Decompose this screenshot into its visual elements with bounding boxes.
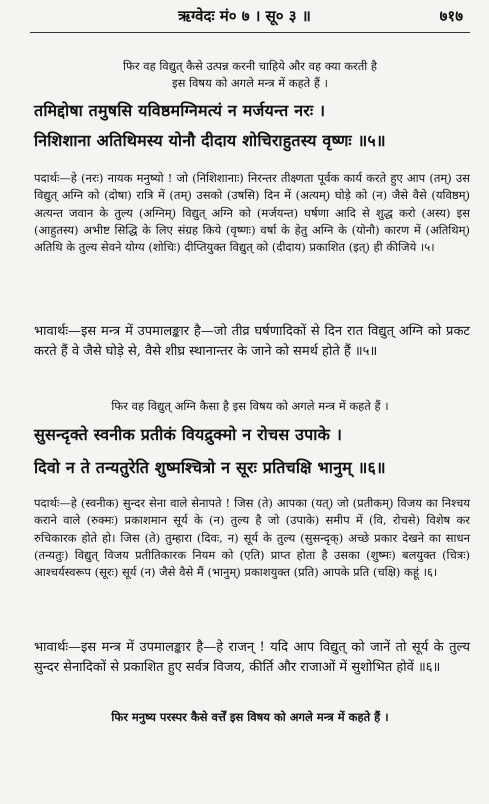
section1-intro-line2: इस विषय को अगले मन्त्र में कहते हैं । <box>171 76 329 90</box>
padartha-6: पदार्थः—हे (स्वनीक) सुन्दर सेना वाले सेनापते ! जिस (ते) आपका (यत्) जो (प्रतीकम्) विजय का निश्चय कराने वाले (रुक्मः) प्रकाशमान सूर्य के (न) तुल्य है जो (उपाके) समीप में (वि, रोचसे) विशेष कर रुचिकारक होते हो। जिस (ते) तुम्हारा (दिवः, न) सूर्य के तुल्य (सुसन्दृक्) अच्छे प्रकार देखने का साधन (तन्यतुः) विद्युत् विजय प्रतीतिकारक नियम को (एति) प्राप्त होता है उसका (शुष्मः) बलयुक्त (चित्रः) आश्चर्यस्वरूप (सूरः) सूर्य (न) जैसे वैसे मैं (भानुम्) प्रकाशयुक्त (प्रति) आपके प्रति (चक्षि) कहूं ।६। <box>34 496 470 580</box>
mantra-6-line1: सुसन्दृक्ते स्वनीक प्रतीकं वियद्रुक्मो न रोचस उपाके । <box>34 425 343 444</box>
mantra-5-line2: निशिशाना अतिथिमस्य योनौ दीदाय शोचिराहुतस्य वृष्णः ॥५॥ <box>34 131 386 150</box>
section2-intro: फिर वह विद्युत् अग्नि कैसा है इस विषय को अगले मन्त्र में कहते हैं । <box>111 399 389 413</box>
section1-intro-line1: फिर वह विद्युत् कैसे उत्पन्न करनी चाहिये और वह क्या करती है <box>122 59 378 73</box>
running-title: ऋग्वेदः मं० ७ । सू० ३ ॥ <box>178 7 311 25</box>
header-rule <box>30 32 470 33</box>
mantra-6-line2: दिवो न ते तन्यतुरेति शुष्मश्चित्रो न सूरः प्रतिचक्षि भानुम् ॥६॥ <box>34 458 386 477</box>
padartha-5: पदार्थः—हे (नरः) नायक मनुष्यो ! जो (निशिशानाः) निरन्तर तीक्ष्णता पूर्वक कार्य करते हुए आप (तम्) उस विद्युत् अग्नि को (दोषा) रात्रि में (तम्) उसको (उषसि) दिन में (अत्यम्) घोड़े को (न) जैसे वैसे (यविष्ठम्) अत्यन्त जवान के तुल्य (अग्निम्) विद्युत् अग्नि को (मर्जयन्त) घर्षणा आदि से शुद्ध करो (अस्य) इस (आहुतस्य) अभीष्ट सिद्धि के लिए संग्रह किये (वृष्णः) वर्षा के हेतु अग्नि के (योनौ) कारण में (अतिथिम्) अतिथि के तुल्य सेवने योग्य (शोचिः) दीप्तियुक्त विद्युत् को (दीदाय) प्रकाशित (इत्) ही कीजिये ।५। <box>34 171 470 255</box>
bhavartha-6: भावार्थः—इस मन्त्र में उपमालङ्कार है—हे राजन् ! यदि आप विद्युत् को जानें तो सूर्य के तुल्य सुन्दर सेनादिकों से प्रकाशित हुए सर्वत्र विजय, कीर्ति और राजाओं में सुशोभित होवें ॥६॥ <box>34 640 470 675</box>
page-header <box>0 4 489 30</box>
bhavartha-5: भावार्थः—इस मन्त्र में उपमालङ्कार है—जो तीव्र घर्षणादिकों से दिन रात विद्युत् अग्नि को प्रकट करते हैं वे जैसे घोड़े से, वैसे शीघ्र स्थानान्तर के जाने को समर्थ होते हैं ॥५॥ <box>34 324 470 359</box>
closing-line: फिर मनुष्य परस्पर कैसे वर्त्तें इस विषय को अगले मन्त्र में कहते हैं । <box>111 710 389 724</box>
page-number: ७१७ <box>439 7 463 25</box>
mantra-5-line1: तमिद्दोषा तमुषसि यविष्ठमग्निमत्यं न मर्जयन्त नरः । <box>34 101 326 120</box>
